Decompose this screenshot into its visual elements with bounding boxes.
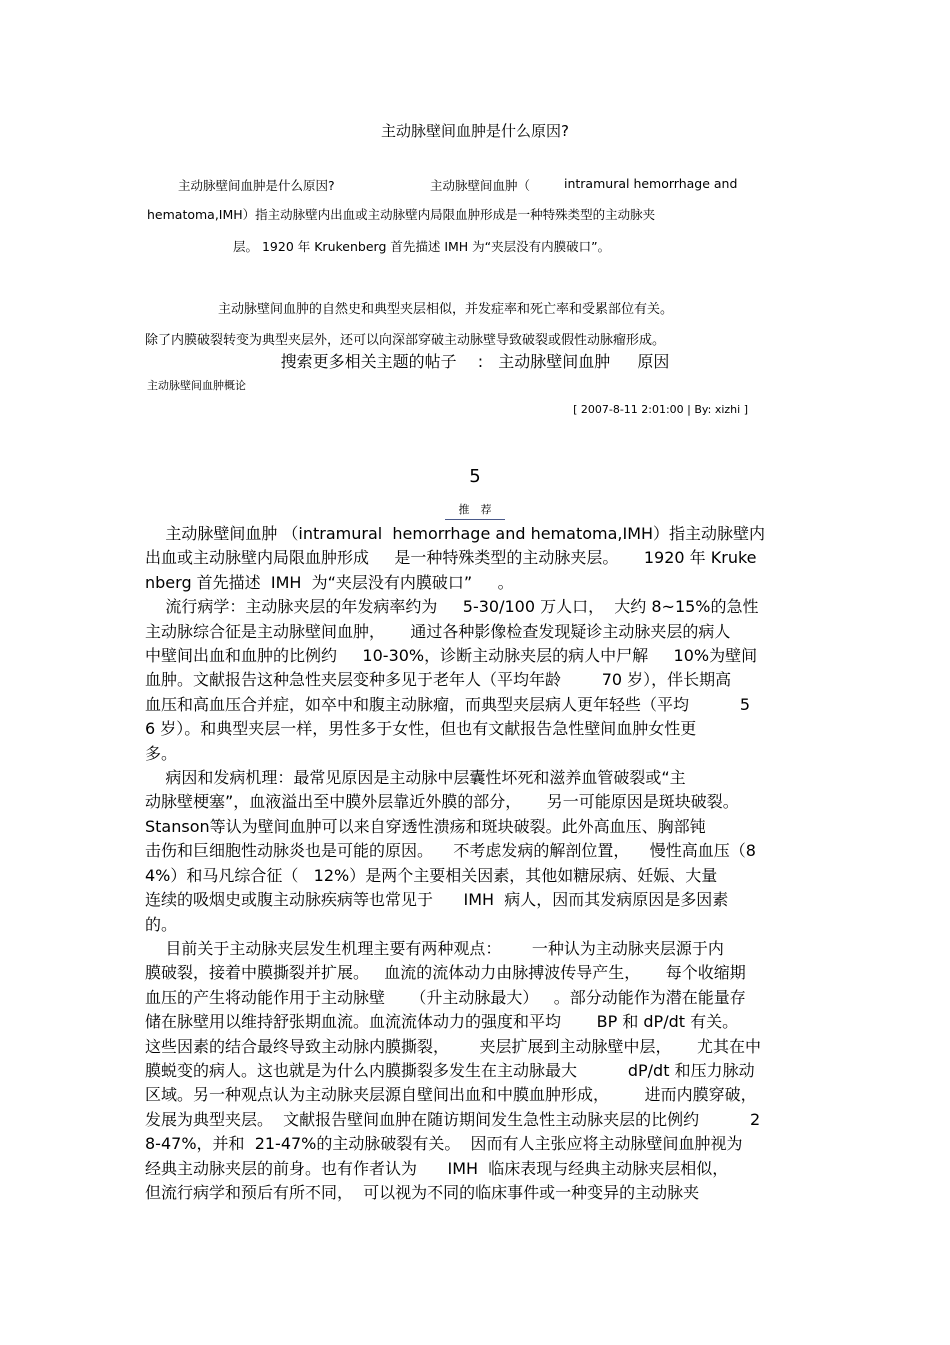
article-line: 多。 (145, 743, 178, 763)
search-related-topics (0, 349, 950, 372)
article-line: 储在脉壁用以维持舒张期血流。血流流体动力的强度和平均 BP 和 dP/dt 有关。 (145, 1012, 739, 1032)
article-line: 血肿。文献报告这种急性夹层变种多见于老年人（平均年龄 70 岁），伴长期高 (145, 670, 732, 690)
intro-definition: hematoma,IMH）指主动脉壁内出血或主动脉壁内局限血肿形成是一种特殊类型的主动脉夹 (147, 207, 656, 222)
article-line: 病因和发病机理：最常见原因是主动脉中层囊性坏死和滋养血管破裂或“主 (145, 768, 686, 788)
article-line: 8-47%，并和 21-47%的主动脉破裂有关。 因而有人主张应将主动脉壁间血肿视为 (145, 1134, 743, 1154)
intro-history: 层。 1920 年 Krukenberg 首先描述 IMH 为“夹层没有内膜破口”。 (233, 239, 611, 254)
article-line: nberg 首先描述 IMH 为“夹层没有内膜破口” 。 (145, 572, 514, 592)
article-line: 这些因素的结合最终导致主动脉内膜撕裂， 夹层扩展到主动脉壁中层， 尤其在中 (145, 1036, 761, 1056)
recommend-button[interactable]: 推 荐 (445, 501, 505, 520)
article-line: 动脉壁梗塞”，血液溢出至中膜外层靠近外膜的部分， 另一可能原因是斑块破裂。 (145, 792, 739, 812)
search-keyword-link[interactable]: 原因 (637, 352, 670, 371)
article-line: 膜破裂，接着中膜撕裂并扩展。 血流的流体动力由脉搏波传导产生， 每个收缩期 (145, 963, 746, 983)
article-line: 但流行病学和预后有所不同， 可以视为不同的临床事件或一种变异的主动脉夹 (145, 1182, 700, 1202)
article-body (145, 522, 810, 1205)
article-line: 经典主动脉夹层的前身。也有作者认为 IMH 临床表现与经典主动脉夹层相似， (145, 1158, 729, 1178)
article-line: 目前关于主动脉夹层发生机理主要有两种观点： 一种认为主动脉夹层源于内 (145, 938, 724, 958)
article-line: 出血或主动脉壁内局限血肿形成 是一种特殊类型的主动脉夹层。 1920 年 Kruke (145, 548, 757, 568)
search-label: 搜索更多相关主题的帖子 (280, 352, 457, 371)
recommend-count: 5 (469, 466, 481, 487)
article-line: 主动脉壁间血肿 （intramural hemorrhage and hematoma,IMH）指主动脉壁内 (145, 524, 766, 543)
summary-natural-history: 主动脉壁间血肿的自然史和典型夹层相似，并发症率和死亡率和受累部位有关。 (218, 302, 674, 317)
summary-complications: 除了内膜破裂转变为典型夹层外，还可以向深部穿破主动脉壁导致破裂或假性动脉瘤形成。 (145, 333, 666, 348)
article-line: 发展为典型夹层。 文献报告壁间血肿在随访期间发生急性主动脉夹层的比例约 2 (145, 1109, 761, 1129)
overview-article-link[interactable]: 主动脉壁间血肿概论 (147, 379, 246, 392)
intro-term: 主动脉壁间血肿（ (430, 178, 531, 193)
search-separator: : (477, 352, 484, 371)
article-line: 主动脉综合征是主动脉壁间血肿， 通过各种影像检查发现疑诊主动脉夹层的病人 (145, 621, 731, 641)
article-line: 膜蜕变的病人。这也就是为什么内膜撕裂多发生在主动脉最大 dP/dt 和压力脉动 (145, 1060, 755, 1080)
page-title: 主动脉壁间血肿是什么原因? (381, 122, 569, 140)
post-meta: [ 2007-8-11 2:01:00 | By: xizhi ] (573, 403, 748, 416)
article-line: 血压和高血压合并症，如卒中和腹主动脉瘤，而典型夹层病人更年轻些（平均 5 (145, 694, 751, 714)
intro-english-term: intramural hemorrhage and (564, 176, 738, 191)
article-line: 中壁间出血和血肿的比例约 10-30%，诊断主动脉夹层的病人中尸解 10%为壁间 (145, 646, 758, 666)
intro-question: 主动脉壁间血肿是什么原因? (178, 178, 335, 193)
article-line: 流行病学：主动脉夹层的年发病率约为 5-30/100 万人口， 大约 8~15%的急性 (145, 597, 759, 617)
article-line: 的。 (145, 914, 178, 934)
article-line: 区域。另一种观点认为主动脉夹层源自壁间出血和中膜血肿形成， 进而内膜穿破， (145, 1085, 757, 1105)
article-line: 4%）和马凡综合征（ 12%）是两个主要相关因素，其他如糖尿病、妊娠、大量 (145, 865, 718, 885)
article-line: 连续的吸烟史或腹主动脉疾病等也常见于 IMH 病人，因而其发病原因是多因素 (145, 890, 729, 910)
article-line: 血压的产生将动能作用于主动脉壁 （升主动脉最大） 。部分动能作为潜在能量存 (145, 987, 746, 1007)
search-keyword-link[interactable]: 主动脉壁间血肿 (498, 352, 611, 371)
article-line: 6 岁）。和典型夹层一样，男性多于女性，但也有文献报告急性壁间血肿女性更 (145, 719, 697, 739)
article-line: 击伤和巨细胞性动脉炎也是可能的原因。 不考虑发病的解剖位置， 慢性高血压（8 (145, 841, 756, 861)
article-line: Stanson等认为壁间血肿可以来自穿透性溃疡和斑块破裂。此外高血压、胸部钝 (145, 816, 706, 836)
